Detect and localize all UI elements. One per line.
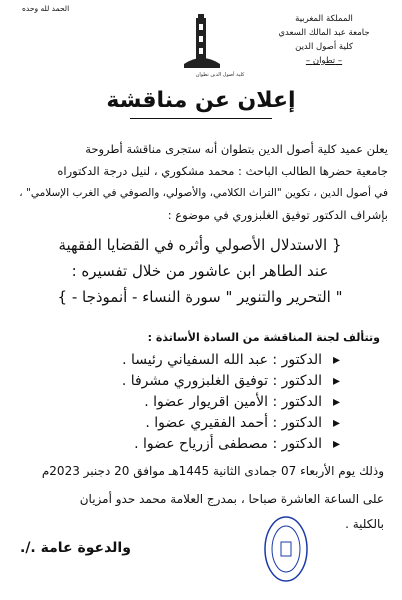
committee-member	[40, 415, 340, 431]
logo-caption: كلية أصول الدين تطوان	[195, 72, 245, 78]
intro-line-1: يعلن عميد كلية أصول الدين بتطوان أنه ستجرى مناقشة أطروحة	[85, 142, 388, 156]
schedule-place: بالكلية .	[345, 517, 384, 531]
committee-member	[40, 373, 340, 389]
institution-header	[264, 12, 384, 68]
praise-line: الحمد لله وحده	[22, 4, 70, 13]
member-text: الدكتور : أحمد الفقيري عضوا .	[145, 415, 322, 431]
bullet-icon: ▸	[332, 415, 340, 431]
member-text: الدكتور : مصطفى أزرياح عضوا .	[134, 436, 322, 452]
closing-invitation: والدعوة عامة ./.	[20, 540, 131, 556]
header-university: جامعة عبد المالك السعدي	[278, 28, 370, 38]
thesis-line-2: عند الطاهر ابن عاشور من خلال تفسيره :	[71, 262, 329, 280]
committee-member	[40, 394, 340, 410]
thesis-line-1: { الاستدلال الأصولي وأثره في القضايا الفقهية	[58, 236, 342, 254]
page-title: إعلان عن مناقشة	[106, 88, 296, 113]
member-text: الدكتور : عبد الله السفياني رئيسا .	[122, 352, 322, 368]
header-faculty: كلية أصول الدين	[295, 42, 353, 52]
bullet-icon: ▸	[332, 373, 340, 389]
intro-line-3: في أصول الدين ، تكوين "التراث الكلامي، والأصولي، والصوفي في الغرب الإسلامي" ،	[19, 187, 388, 199]
schedule-date: وذلك يوم الأربعاء 07 جمادى الثانية 1445هـ موافق 20 دجنبر 2023م	[41, 464, 384, 478]
stamp-icon	[262, 514, 310, 584]
member-text: الدكتور : الأمين اقريوار عضوا .	[144, 394, 322, 410]
committee-member	[40, 352, 340, 368]
schedule-time: على الساعة العاشرة صباحا ، بمدرج العلامة محمد حدو أمزيان	[79, 492, 384, 506]
bullet-icon: ▸	[332, 394, 340, 410]
bullet-icon: ▸	[332, 352, 340, 368]
intro-line-4: بإشراف الدكتور توفيق الغلبزوري في موضوع :	[167, 208, 388, 222]
committee-title: وتتألف لجنة المناقشة من السادة الأساتذة :	[147, 331, 380, 344]
header-city: – تطوان –	[305, 56, 343, 66]
bullet-icon: ▸	[332, 436, 340, 452]
member-text: الدكتور : توفيق الغلبزوري مشرفا .	[121, 373, 322, 389]
title-underline	[130, 118, 272, 119]
thesis-line-3: " التحرير والتنوير " سورة النساء - أنموذجا - }	[57, 288, 343, 306]
intro-line-2: جامعية حضرها الطالب الباحث : محمد مشكوري ، لنيل درجة الدكتوراه	[57, 164, 388, 178]
committee-member	[40, 436, 340, 452]
header-country: المملكة المغربية	[295, 14, 353, 24]
